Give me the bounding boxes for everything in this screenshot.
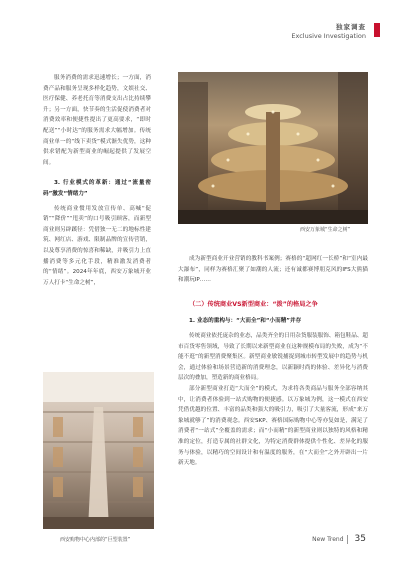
body-paragraph: 部分新型商业打造“大而全”的模式，为求将各类商品与服务全部容纳其中，让消费者体验到一站式购物的便捷感。以万象城为例，这一模式在西安凭借优越的位置、丰富的品类和强大的吸引力，吸引了大量客流，形成“来万象城就够了”的消费观念。西安SKP、赛格国际购物中心等亦复如是，满足了消费者“一站式”全覆盖的需求；而“小而精”的新型商业则以独特的风格和精准的定位，打造专属的社群文化，为特定消费群体提供个性化、差异化的服务与体验，以精巧的空间设计和有温度的服务，在“大而全”之外开辟出一片新天地。 — [178, 385, 368, 467]
section-color-bar — [374, 23, 380, 37]
subsection-heading: 3. 行业模式的革新：通过“流量密码”激发“情绪力” — [43, 180, 151, 197]
right-column — [178, 254, 368, 469]
footer-divider — [347, 535, 348, 544]
section-header — [291, 22, 366, 40]
section-title-en: Exclusive Investigation — [291, 32, 366, 40]
section-heading: （二）传统商业VS新型商业：“拨”的格局之争 — [189, 300, 318, 308]
tree-illustration — [178, 72, 368, 224]
body-paragraph: 成为新型商业开业营销的教科书案例；赛格的“超网红一长桥”和“室内最大瀑布”，同样为赛格汇聚了如潮的人流；还有诚都赛博朋克风的IFS大熊猫和潮玩IP…… — [178, 256, 368, 284]
mall-illustration — [43, 372, 154, 529]
page-footer — [312, 534, 366, 544]
photo-caption: 西安万象城“生命之树” — [300, 227, 351, 233]
page-number: 35 — [354, 534, 366, 544]
section-title-zh: 独家调查 — [336, 23, 366, 31]
photo-caption: 西安购物中心内部的“巨型装置” — [60, 537, 131, 543]
left-column — [43, 73, 151, 288]
subsection-heading: 1. 业态的重构与：“大而全”和“小而精”并存 — [189, 318, 302, 325]
magazine-name: New Trend — [312, 536, 344, 543]
tree-of-life-photo — [178, 72, 368, 224]
body-paragraph: 传统商业惯用发放宣传单、高喊“促销”“降价”“甩卖”的口号吸引顾客，而新型商业则另辟蹊径：凭借独一无二的地标性建筑、网红店、游戏、限制品牌的宣传营销，以及尊享消费的惊喜和稀缺，并吸引力上直播消费等多元化手段，精准激发消费者的“情绪”。2024年年底，西安万象城开业万人打卡“生命之树”， — [43, 205, 151, 286]
body-paragraph: 服务消费的需求迅速增长；一方面，消费产品和服务呈现多样化趋势，文娱社交、医疗保健、养老托育等消费支出占比持续攀升；另一方面，快节奏的生活促使消费者对消费效率和便捷性提出了更高要求，“即时配送”“小时达”的服务需求大幅增加。传统商业单一的“线下卖货”模式渐失优势，这种供求错配为新型商业的崛起提供了发展空间。 — [43, 75, 151, 166]
body-paragraph: 传统商业依托庞杂的业态，品类齐全的日用杂货服装服饰、箱包鞋品、超市百货零售领域，导致了长期以来新型商业在这种规模布局的失败，成为“不能不逛”的新型消费聚集区。新型商业敏锐捕捉到城市转型发展中的趋势与机会，通过体验和场景营造新的消费理念，以新颖时尚的体验、差异化与消费层次的叠加，塑造新的商业格局。 — [178, 332, 369, 382]
mall-interior-photo — [43, 372, 154, 529]
